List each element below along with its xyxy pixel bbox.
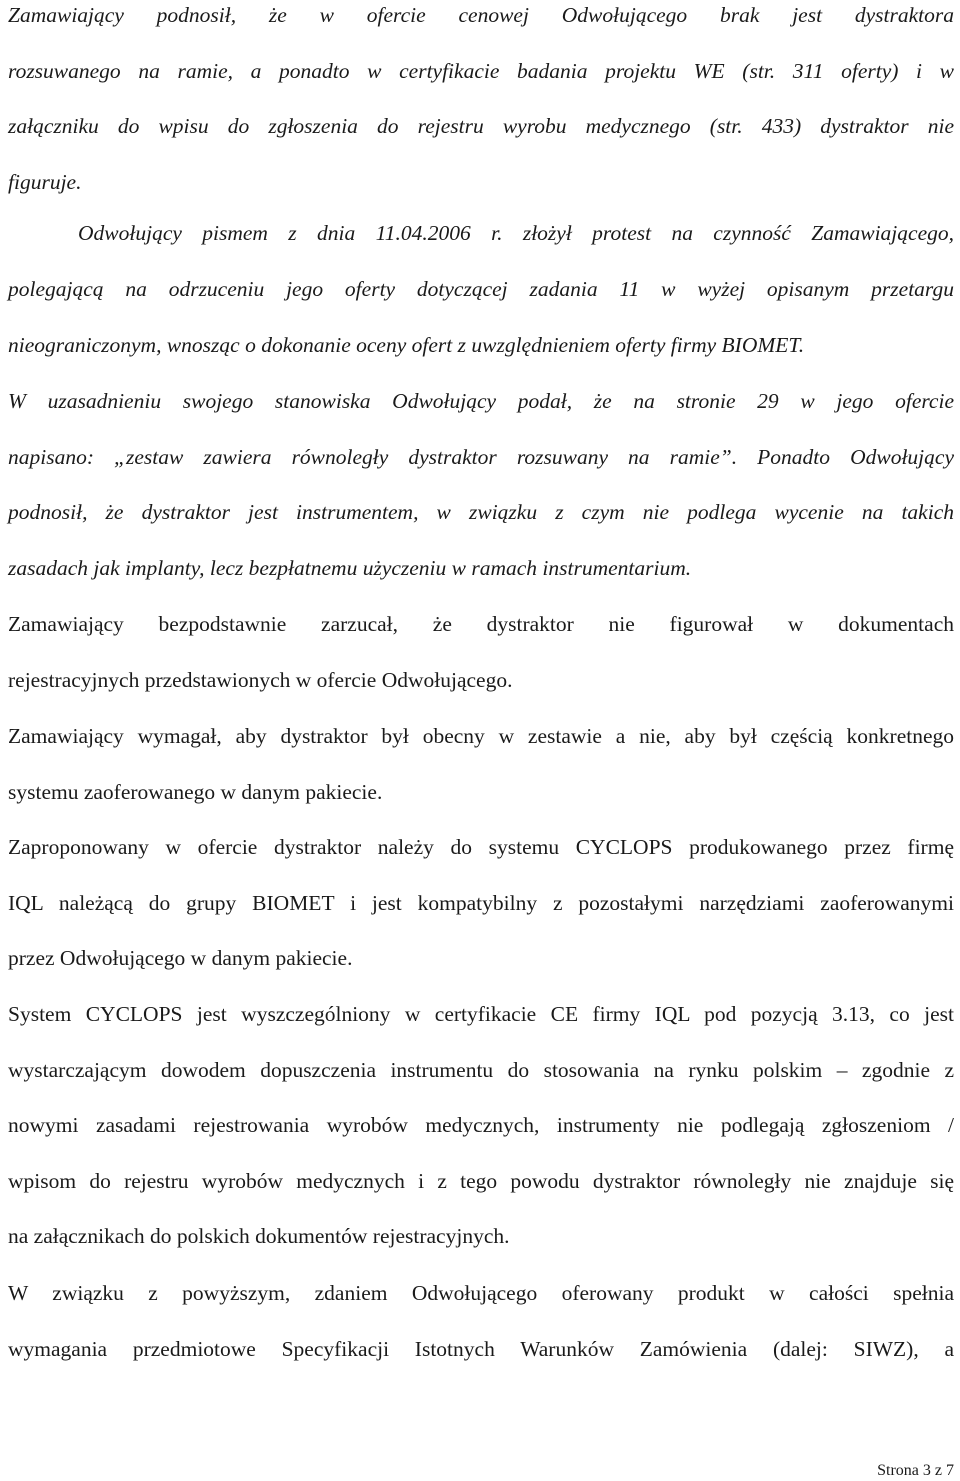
text-line: Zamawiający wymagał, aby dystraktor był obecny w zestawie a nie, aby był częścią konkretnego (8, 724, 954, 748)
text-line: zasadach jak implanty, lecz bezpłatnemu użyczeniu w ramach instrumentarium. (8, 555, 692, 580)
paragraph-1 (8, 0, 954, 210)
page-number-footer: Strona 3 z 7 (877, 1462, 954, 1479)
paragraph-8 (8, 987, 954, 1265)
text-line: W uzasadnieniu swojego stanowiska Odwołujący podał, że na stronie 29 w jego ofercie (8, 389, 954, 413)
paragraph-4 (8, 374, 954, 596)
text-line: przez Odwołującego w danym pakiecie. (8, 946, 353, 971)
text-line: Odwołujący pismem z dnia 11.04.2006 r. złożył protest na czynność Zamawiającego, (78, 221, 954, 245)
text-line: nowymi zasadami rejestrowania wyrobów medycznych, instrumenty nie podlegają zgłoszeniom / (8, 1113, 954, 1138)
text-line: Zaproponowany w ofercie dystraktor należy do systemu CYCLOPS produkowanego przez firmę (8, 835, 954, 859)
text-line: wymagania przedmiotowe Specyfikacji Istotnych Warunków Zamówienia (dalej: SIWZ), a (8, 1336, 954, 1361)
text-line: Zamawiający bezpodstawnie zarzucał, że dystraktor nie figurował w dokumentach (8, 612, 954, 636)
text-line: wystarczającym dowodem dopuszczenia instrumentu do stosowania na rynku polskim – zgodnie z (8, 1057, 954, 1082)
text-line: nieograniczonym, wnosząc o dokonanie oceny ofert z uwzględnieniem oferty firmy BIOMET. (8, 332, 805, 357)
text-line: Zamawiający podnosił, że w ofercie cenowej Odwołującego brak jest dystraktora (8, 3, 954, 27)
text-line: figuruje. (8, 169, 82, 194)
paragraph-3 (8, 262, 954, 373)
text-line: podnosił, że dystraktor jest instrumentem, w związku z czym nie podlega wycenie na takich (8, 500, 954, 525)
paragraph-7 (8, 820, 954, 987)
text-line: W związku z powyższym, zdaniem Odwołującego oferowany produkt w całości spełnia (8, 1281, 954, 1305)
text-line: IQL należącą do grupy BIOMET i jest kompatybilny z pozostałymi narzędziami zaoferowanymi (8, 890, 954, 915)
text-line: System CYCLOPS jest wyszczególniony w certyfikacie CE firmy IQL pod pozycją 3.13, co jest (8, 1002, 954, 1026)
text-line: rejestracyjnych przedstawionych w ofercie Odwołującego. (8, 667, 513, 692)
text-line: systemu zaoferowanego w danym pakiecie. (8, 779, 383, 804)
text-line: napisano: „zestaw zawiera równoległy dystraktor rozsuwany na ramie”. Ponadto Odwołujący (8, 444, 954, 469)
text-line: na załącznikach do polskich dokumentów rejestracyjnych. (8, 1224, 510, 1249)
paragraph-2 (78, 206, 954, 262)
text-line: rozsuwanego na ramie, a ponadto w certyfikacie badania projektu WE (str. 311 oferty) i w (8, 58, 954, 83)
text-line: załączniku do wpisu do zgłoszenia do rejestru wyrobu medycznego (str. 433) dystraktor nie (8, 114, 954, 139)
paragraph-5 (8, 597, 954, 708)
paragraph-9 (8, 1266, 954, 1377)
text-line: polegającą na odrzuceniu jego oferty dotyczącej zadania 11 w wyżej opisanym przetargu (8, 277, 954, 301)
text-line: wpisom do rejestru wyrobów medycznych i z tego powodu dystraktor równoległy nie znajduje się (8, 1168, 954, 1193)
paragraph-6 (8, 709, 954, 820)
